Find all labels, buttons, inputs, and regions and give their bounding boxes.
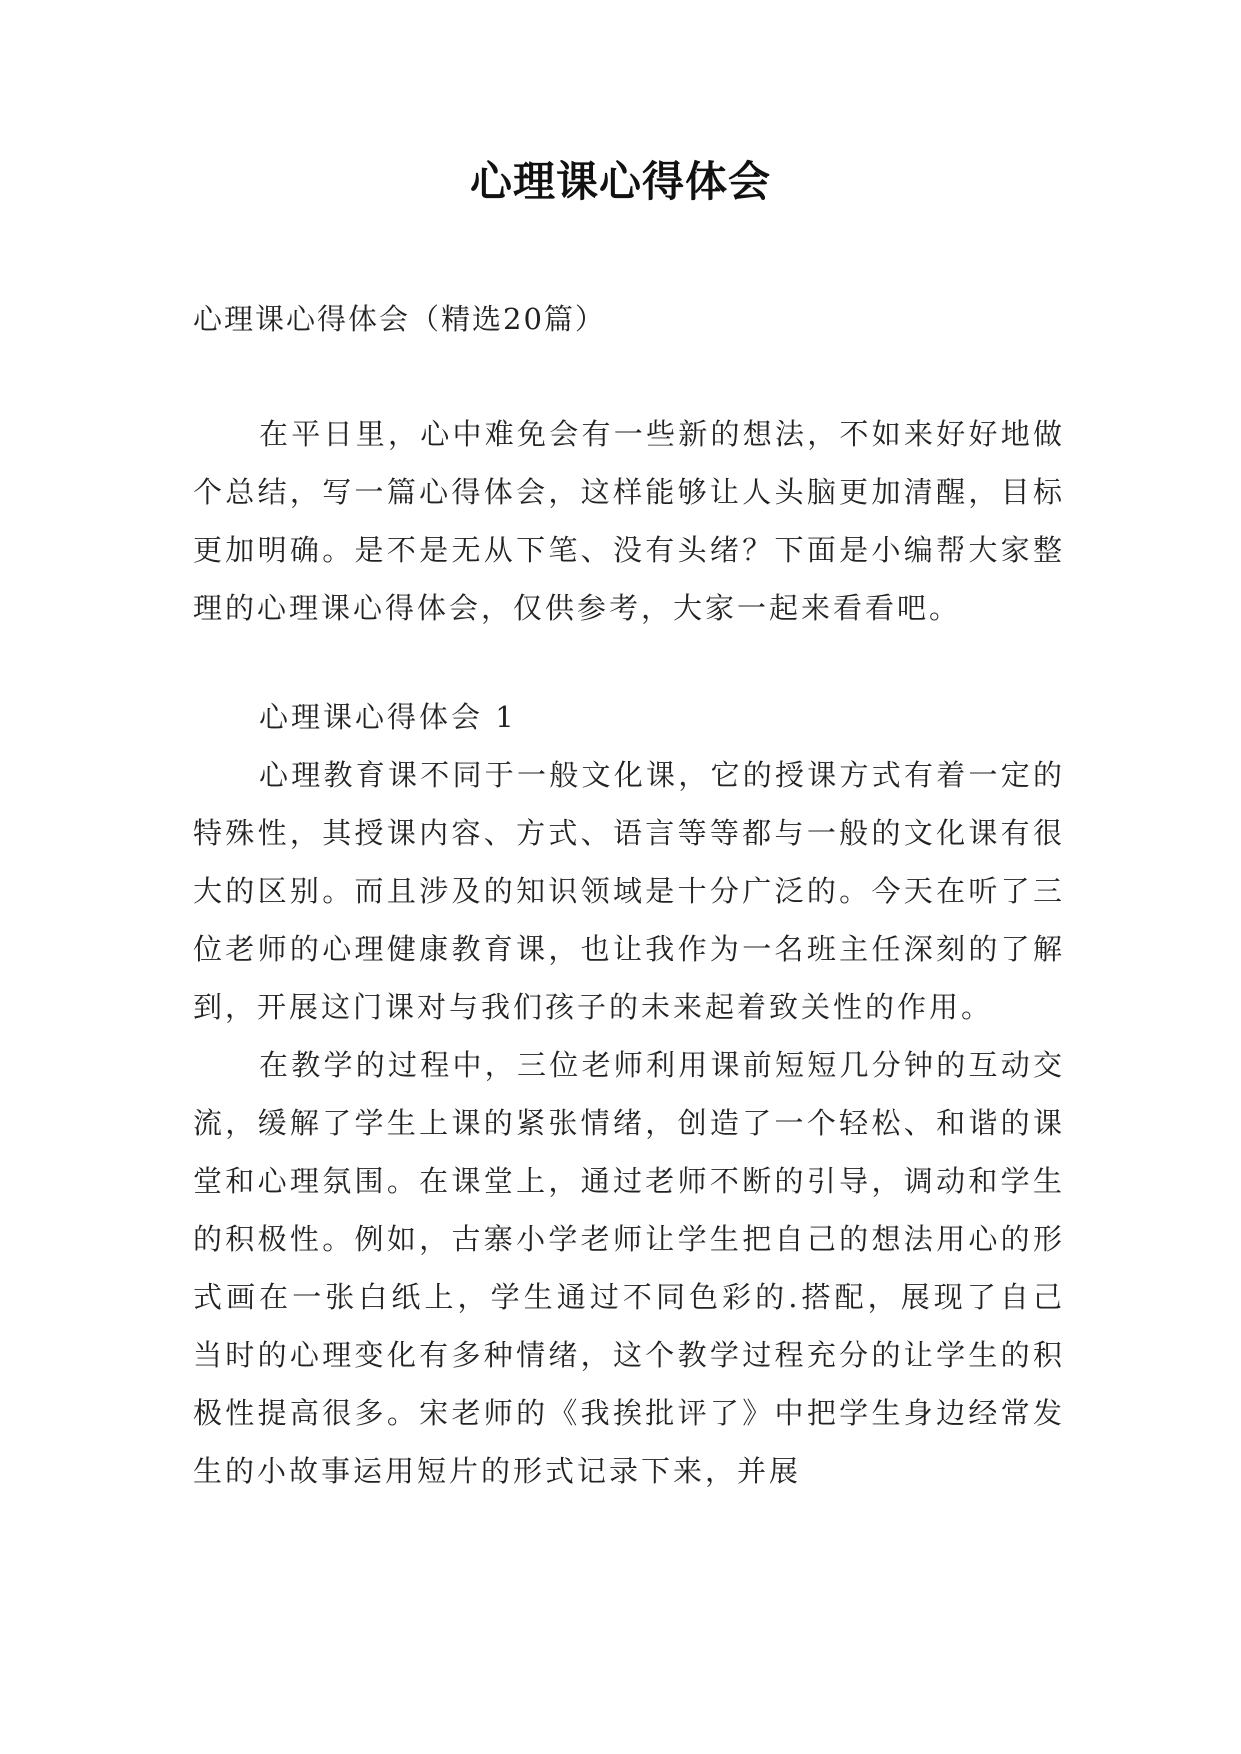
document-subtitle: 心理课心得体会（精选20篇） — [193, 302, 606, 336]
section-paragraph: 在教学的过程中，三位老师利用课前短短几分钟的互动交流，缓解了学生上课的紧张情绪，创造了一个轻松、和谐的课堂和心理氛围。在课堂上，通过老师不断的引导，调动和学生的积极性。例如，古寨小学老师让学生把自己的想法用心的形式画在一张白纸上，学生通过不同色彩的.搭配，展现了自己当时的心理变化有多种情绪，这个教学过程充分的让学生的积极性提高很多。宋老师的《我挨批评了》中把学生身边经常发生的小故事运用短片的形式记录下来，并展 — [193, 1048, 1065, 1488]
document-title: 心理课心得体会 — [469, 157, 771, 206]
intro-paragraph: 在平日里，心中难免会有一些新的想法，不如来好好地做个总结，写一篇心得体会，这样能够让人头脑更加清醒，目标更加明确。是不是无从下笔、没有头绪？下面是小编帮大家整理的心理课心得体会，仅供参考，大家一起来看看吧。 — [193, 417, 1065, 625]
section-heading: 心理课心得体会 1 — [259, 700, 517, 734]
section-1 — [193, 688, 1065, 1500]
section-paragraph: 心理教育课不同于一般文化课，它的授课方式有着一定的特殊性，其授课内容、方式、语言等等都与一般的文化课有很大的区别。而且涉及的知识领域是十分广泛的。今天在听了三位老师的心理健康教育课，也让我作为一名班主任深刻的了解到，开展这门课对与我们孩子的未来起着致关性的作用。 — [193, 758, 1065, 1024]
